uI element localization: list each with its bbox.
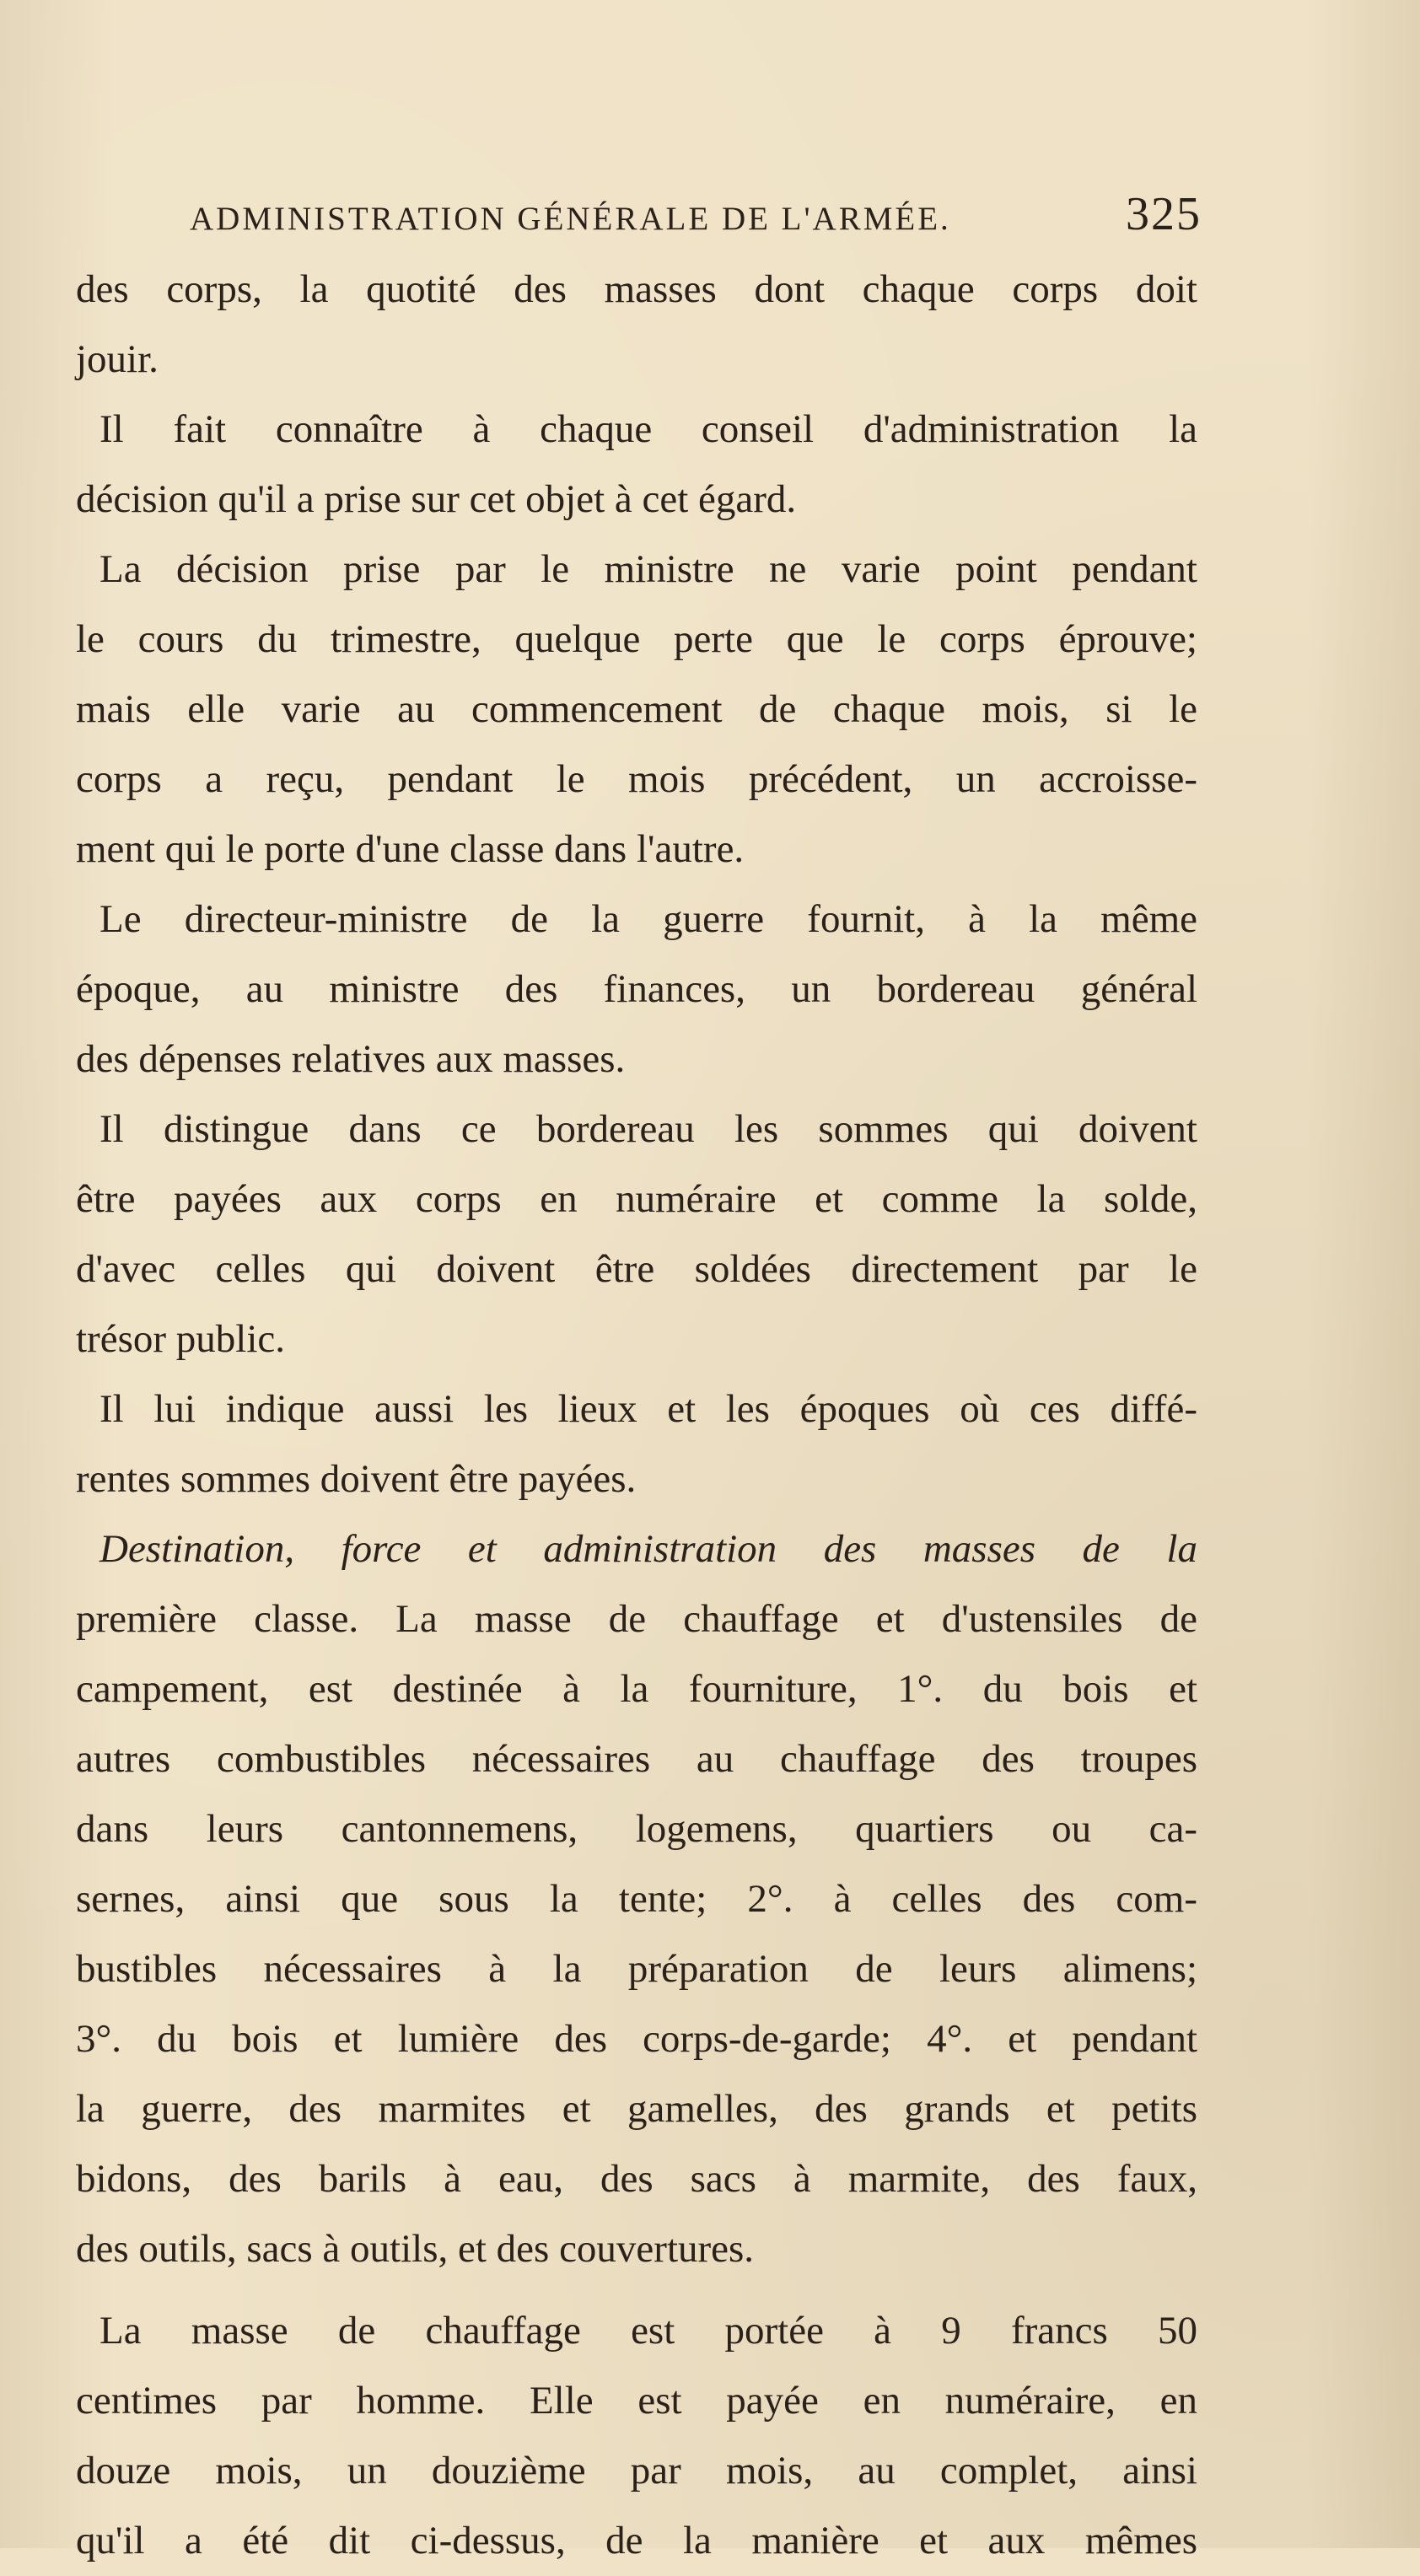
- text-line: Il distingue dans ce bordereau les sommes qui doivent: [100, 1107, 1197, 1151]
- text-line: Le directeur-ministre de la guerre fournit, à la même: [100, 897, 1197, 941]
- text-line: centimes par homme. Elle est payée en numéraire, en: [76, 2379, 1197, 2423]
- text-line: La masse de chauffage est portée à 9 francs 50: [100, 2309, 1197, 2353]
- text-line: des dépenses relatives aux masses.: [76, 1037, 626, 1081]
- text-line: 3°. du bois et lumière des corps-de-garde; 4°. et pendant: [76, 2017, 1197, 2061]
- body-text: [76, 255, 1197, 2576]
- text-line: époque, au ministre des finances, un bordereau général: [76, 967, 1197, 1011]
- text-line: sernes, ainsi que sous la tente; 2°. à celles des com-: [76, 1877, 1197, 1921]
- text-line: bustibles nécessaires à la préparation de leurs alimens;: [76, 1947, 1197, 1991]
- text-line: jouir.: [76, 337, 159, 381]
- text-line: d'avec celles qui doivent être soldées directement par le: [76, 1247, 1197, 1291]
- text-line: des corps, la quotité des masses dont chaque corps doit: [76, 267, 1197, 311]
- running-title: ADMINISTRATION GÉNÉRALE DE L'ARMÉE.: [190, 201, 951, 237]
- text-line: Il fait connaître à chaque conseil d'administration la: [100, 407, 1197, 451]
- text-line: mais elle varie au commencement de chaque mois, si le: [76, 687, 1197, 731]
- text-line: première classe. La masse de chauffage et d'ustensiles de: [76, 1597, 1197, 1641]
- text-line: dans leurs cantonnemens, logemens, quartiers ou ca-: [76, 1807, 1197, 1851]
- text-line: corps a reçu, pendant le mois précédent, un accroisse-: [76, 757, 1197, 801]
- text-line: autres combustibles nécessaires au chauffage des troupes: [76, 1737, 1197, 1781]
- text-line: trésor public.: [76, 1317, 285, 1361]
- text-line: rentes sommes doivent être payées.: [76, 1457, 637, 1501]
- text-line: douze mois, un douzième par mois, au complet, ainsi: [76, 2449, 1197, 2493]
- text-line: la guerre, des marmites et gamelles, des grands et petits: [76, 2087, 1197, 2131]
- text-line: bidons, des barils à eau, des sacs à marmite, des faux,: [76, 2157, 1197, 2201]
- text-line: décision qu'il a prise sur cet objet à cet égard.: [76, 477, 797, 521]
- text-line: ment qui le porte d'une classe dans l'autre.: [76, 827, 745, 871]
- text-line: être payées aux corps en numéraire et comme la solde,: [76, 1177, 1197, 1221]
- text-line: Il lui indique aussi les lieux et les époques où ces diffé-: [100, 1387, 1197, 1431]
- text-line: La décision prise par le ministre ne varie point pendant: [100, 547, 1197, 591]
- text-line: qu'il a été dit ci-dessus, de la manière et aux mêmes: [76, 2519, 1197, 2563]
- running-head: [190, 187, 1202, 246]
- section-heading-line: Destination, force et administration des masses de la: [100, 1527, 1197, 1571]
- text-line: des outils, sacs à outils, et des couvertures.: [76, 2227, 755, 2271]
- page-number: 325: [1126, 188, 1202, 240]
- text-line: campement, est destinée à la fourniture, 1°. du bois et: [76, 1667, 1197, 1711]
- text-line: le cours du trimestre, quelque perte que le corps éprouve;: [76, 617, 1197, 661]
